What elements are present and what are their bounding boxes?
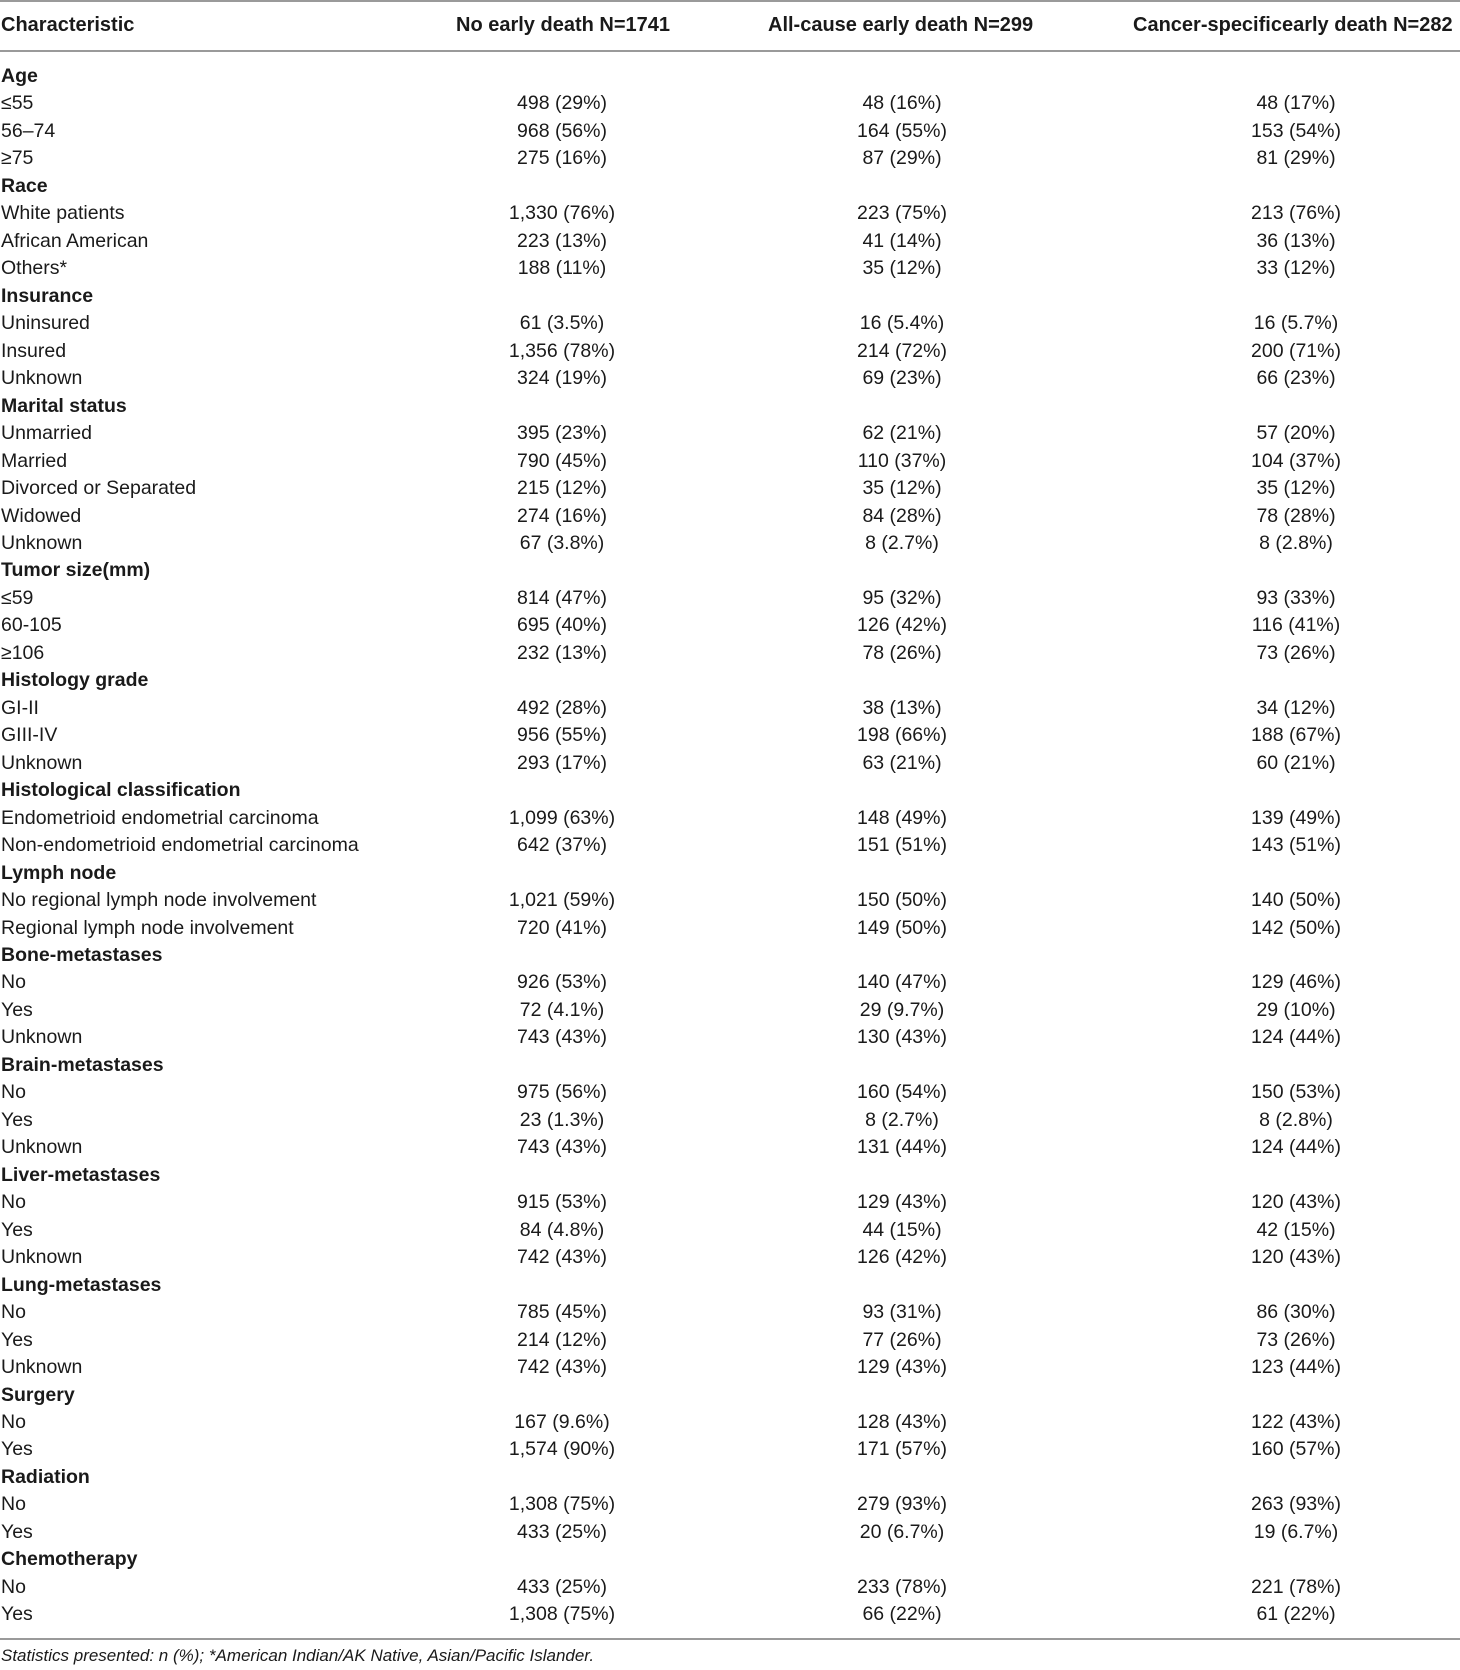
section-header-row — [0, 1546, 1460, 1573]
table-row — [0, 1354, 1460, 1381]
table-cell: 124 (44%) — [1251, 1026, 1341, 1049]
table-footnote: Statistics presented: n (%); *American Indian/AK Native, Asian/Pacific Islander. — [1, 1646, 595, 1665]
table-row — [0, 750, 1460, 777]
table-cell: 66 (23%) — [1256, 367, 1336, 390]
table-cell: 16 (5.4%) — [859, 312, 945, 335]
table-cell: 8 (2.8%) — [1259, 531, 1333, 554]
table-cell: 35 (12%) — [1256, 477, 1336, 500]
table-row — [0, 585, 1460, 612]
table-row — [0, 640, 1460, 667]
row-label: ≤55 — [1, 92, 34, 115]
column-header-no-early-death: No early death N=1741 — [456, 14, 670, 36]
table-row — [0, 722, 1460, 749]
table-row — [0, 1519, 1460, 1546]
table-cell: 84 (4.8%) — [519, 1218, 605, 1241]
table-row — [0, 1409, 1460, 1436]
row-label: Yes — [1, 1328, 33, 1351]
table-cell: 33 (12%) — [1256, 257, 1336, 280]
table-cell: 150 (50%) — [857, 889, 947, 912]
table-cell: 124 (44%) — [1251, 1136, 1341, 1159]
section-label: Lymph node — [1, 861, 117, 884]
table-cell: 104 (37%) — [1251, 449, 1341, 472]
table-cell: 95 (32%) — [862, 586, 942, 609]
row-label: Unknown — [1, 1136, 83, 1159]
table-cell: 110 (37%) — [857, 449, 947, 472]
table-row — [0, 1327, 1460, 1354]
table-cell: 48 (17%) — [1256, 92, 1336, 115]
section-header-row — [0, 1272, 1460, 1299]
table-row — [0, 448, 1460, 475]
table-cell: 63 (21%) — [862, 751, 942, 774]
row-label: Unknown — [1, 367, 83, 390]
row-label: No — [1, 1301, 26, 1324]
table-cell: 1,308 (75%) — [508, 1493, 616, 1516]
table-cell: 742 (43%) — [517, 1246, 607, 1269]
section-label: Radiation — [1, 1465, 90, 1488]
table-cell: 35 (12%) — [862, 477, 942, 500]
table-cell: 20 (6.7%) — [859, 1520, 945, 1543]
table-cell: 129 (43%) — [857, 1191, 947, 1214]
table-row — [0, 365, 1460, 392]
row-label: Others* — [1, 257, 68, 280]
table-row — [0, 1299, 1460, 1326]
section-label: Brain-metastases — [1, 1053, 164, 1076]
table-cell: 498 (29%) — [517, 92, 607, 115]
table-row — [0, 420, 1460, 447]
row-label: Yes — [1, 1438, 33, 1461]
section-label: Histological classification — [1, 779, 241, 802]
section-header-row — [0, 1052, 1460, 1079]
table-cell: 23 (1.3%) — [519, 1108, 605, 1131]
table-row — [0, 915, 1460, 942]
table-cell: 279 (93%) — [857, 1493, 947, 1516]
section-label: Liver-metastases — [1, 1163, 161, 1186]
table-cell: 120 (43%) — [1251, 1246, 1341, 1269]
table-cell: 395 (23%) — [517, 422, 607, 445]
section-header-row — [0, 667, 1460, 694]
row-label: No — [1, 971, 26, 994]
table-row — [0, 1436, 1460, 1463]
table-row — [0, 145, 1460, 172]
table-cell: 232 (13%) — [517, 641, 607, 664]
section-header-row — [0, 63, 1460, 90]
table-cell: 642 (37%) — [517, 834, 607, 857]
row-label: No — [1, 1575, 26, 1598]
table-cell: 790 (45%) — [517, 449, 607, 472]
table-cell: 69 (23%) — [862, 367, 942, 390]
table-cell: 263 (93%) — [1251, 1493, 1341, 1516]
section-label: Bone-metastases — [1, 944, 163, 966]
table-row — [0, 805, 1460, 832]
table-cell: 153 (54%) — [1251, 119, 1341, 142]
table-row — [0, 969, 1460, 996]
table-row — [0, 1189, 1460, 1216]
table-cell: 8 (2.7%) — [865, 1108, 939, 1131]
table-cell: 48 (16%) — [862, 92, 942, 115]
table-row — [0, 832, 1460, 859]
table-cell: 188 (67%) — [1251, 724, 1341, 747]
table-cell: 171 (57%) — [857, 1438, 947, 1461]
table-cell: 129 (46%) — [1251, 971, 1341, 994]
table-cell: 78 (28%) — [1256, 504, 1336, 527]
row-label: Regional lymph node involvement — [1, 916, 294, 939]
table-cell: 73 (26%) — [1256, 641, 1336, 664]
table-cell: 143 (51%) — [1251, 834, 1341, 857]
table-cell: 8 (2.7%) — [865, 531, 939, 554]
table-row — [0, 1244, 1460, 1271]
row-label: Yes — [1, 1108, 33, 1131]
row-label: GI-II — [1, 696, 39, 719]
table-cell: 223 (13%) — [517, 229, 607, 252]
table-cell: 61 (22%) — [1256, 1603, 1336, 1626]
row-label: Insured — [1, 339, 67, 362]
table-row — [0, 530, 1460, 557]
row-label: Unknown — [1, 1026, 83, 1049]
column-header-all-cause-early-death: All-cause early death N=299 — [768, 14, 1034, 36]
table-cell: 29 (9.7%) — [859, 998, 945, 1021]
table-cell: 140 (47%) — [857, 971, 947, 994]
table-body — [0, 63, 1460, 1629]
row-label: Yes — [1, 1603, 33, 1626]
table-cell: 41 (14%) — [862, 229, 942, 252]
table-cell: 167 (9.6%) — [514, 1410, 610, 1433]
row-label: ≥106 — [1, 641, 45, 664]
table-cell: 275 (16%) — [517, 147, 607, 170]
row-label: Married — [1, 449, 68, 472]
row-label: Unknown — [1, 1246, 83, 1269]
row-label: Yes — [1, 998, 33, 1021]
row-label: African American — [1, 229, 149, 252]
table-cell: 16 (5.7%) — [1253, 312, 1339, 335]
row-label: 56–74 — [1, 119, 56, 142]
table-cell: 62 (21%) — [862, 422, 942, 445]
table-row — [0, 255, 1460, 282]
table-row — [0, 612, 1460, 639]
row-label: Endometrioid endometrial carcinoma — [1, 806, 319, 829]
table-cell: 1,356 (78%) — [508, 339, 616, 362]
section-header-row — [0, 1382, 1460, 1409]
table-cell: 695 (40%) — [517, 614, 607, 637]
table-cell: 720 (41%) — [517, 916, 607, 939]
table-cell: 122 (43%) — [1251, 1410, 1341, 1433]
row-label: Unmarried — [1, 422, 93, 445]
table-cell: 1,330 (76%) — [508, 202, 616, 225]
table-cell: 60 (21%) — [1256, 751, 1336, 774]
table-cell: 128 (43%) — [857, 1410, 947, 1433]
table-cell: 214 (12%) — [517, 1328, 607, 1351]
table-cell: 324 (19%) — [517, 367, 607, 390]
table-cell: 915 (53%) — [517, 1191, 607, 1214]
table-cell: 84 (28%) — [862, 504, 942, 527]
table-row — [0, 1024, 1460, 1051]
table-cell: 160 (57%) — [1251, 1438, 1341, 1461]
table-row — [0, 1574, 1460, 1601]
section-header-row — [0, 557, 1460, 584]
table-cell: 293 (17%) — [517, 751, 607, 774]
row-label: No regional lymph node involvement — [1, 889, 317, 912]
section-header-row — [0, 173, 1460, 200]
table-cell: 492 (28%) — [517, 696, 607, 719]
table-cell: 139 (49%) — [1251, 806, 1341, 829]
row-label: White patients — [1, 202, 125, 225]
row-label: Uninsured — [1, 312, 90, 335]
table-row — [0, 475, 1460, 502]
table-cell: 742 (43%) — [517, 1356, 607, 1379]
section-label: Surgery — [1, 1383, 75, 1406]
row-label: No — [1, 1081, 26, 1104]
table-cell: 140 (50%) — [1251, 889, 1341, 912]
table-cell: 93 (31%) — [862, 1301, 942, 1324]
section-header-row — [0, 942, 1460, 969]
table-cell: 743 (43%) — [517, 1026, 607, 1049]
table-row — [0, 310, 1460, 337]
table-row — [0, 228, 1460, 255]
table-cell: 956 (55%) — [517, 724, 607, 747]
row-label: ≥75 — [1, 147, 34, 170]
table-cell: 61 (3.5%) — [519, 312, 605, 335]
table-cell: 57 (20%) — [1256, 422, 1336, 445]
table-cell: 149 (50%) — [857, 916, 947, 939]
table-row — [0, 1601, 1460, 1628]
table-cell: 66 (22%) — [862, 1603, 942, 1626]
table-cell: 77 (26%) — [862, 1328, 942, 1351]
table-cell: 38 (13%) — [862, 696, 942, 719]
table-cell: 785 (45%) — [517, 1301, 607, 1324]
table-cell: 120 (43%) — [1251, 1191, 1341, 1214]
table-row — [0, 1079, 1460, 1106]
row-label: Yes — [1, 1520, 33, 1543]
section-label: Tumor size(mm) — [1, 559, 151, 582]
table-cell: 116 (41%) — [1251, 614, 1341, 637]
row-label: Divorced or Separated — [1, 477, 197, 500]
table-cell: 36 (13%) — [1256, 229, 1336, 252]
table-cell: 926 (53%) — [517, 971, 607, 994]
table-row — [0, 338, 1460, 365]
table-cell: 67 (3.8%) — [519, 531, 605, 554]
section-header-row — [0, 860, 1460, 887]
table-cell: 42 (15%) — [1256, 1218, 1336, 1241]
table-cell: 86 (30%) — [1256, 1301, 1336, 1324]
row-label: Yes — [1, 1218, 33, 1241]
section-label: Histology grade — [1, 669, 149, 692]
table-cell: 1,099 (63%) — [508, 806, 616, 829]
section-label: Lung-metastases — [1, 1273, 162, 1296]
table-top-rule — [0, 0, 1460, 2]
table-cell: 1,308 (75%) — [508, 1603, 616, 1626]
table-row — [0, 1491, 1460, 1518]
row-label: Unknown — [1, 1356, 83, 1379]
table-row — [0, 118, 1460, 145]
section-header-row — [0, 283, 1460, 310]
table-cell: 433 (25%) — [517, 1575, 607, 1598]
table-cell: 142 (50%) — [1251, 916, 1341, 939]
table-bottom-rule — [0, 1638, 1460, 1640]
table-cell: 274 (16%) — [517, 504, 607, 527]
table-row — [0, 695, 1460, 722]
section-header-row — [0, 777, 1460, 804]
table-cell: 150 (53%) — [1251, 1081, 1341, 1104]
section-header-row — [0, 393, 1460, 420]
table-cell: 1,574 (90%) — [508, 1438, 616, 1461]
table-cell: 188 (11%) — [517, 257, 607, 280]
section-header-row — [0, 1162, 1460, 1189]
section-label: Age — [1, 65, 38, 87]
table-row — [0, 1217, 1460, 1244]
row-label: No — [1, 1493, 26, 1516]
table-row — [0, 503, 1460, 530]
table-cell: 221 (78%) — [1251, 1575, 1341, 1598]
table-cell: 73 (26%) — [1256, 1328, 1336, 1351]
table-cell: 126 (42%) — [857, 1246, 947, 1269]
table-cell: 814 (47%) — [517, 586, 607, 609]
table-cell: 1,021 (59%) — [508, 889, 616, 912]
table-cell: 130 (43%) — [857, 1026, 947, 1049]
table-cell: 160 (54%) — [857, 1081, 947, 1104]
table-cell: 148 (49%) — [857, 806, 947, 829]
table-cell: 35 (12%) — [862, 257, 942, 280]
table-cell: 164 (55%) — [857, 119, 947, 142]
row-label: 60-105 — [1, 614, 62, 637]
header-rule — [0, 50, 1460, 52]
section-label: Insurance — [1, 284, 94, 307]
table-cell: 151 (51%) — [857, 834, 947, 857]
section-label: Chemotherapy — [1, 1548, 138, 1571]
row-label: ≤59 — [1, 586, 34, 609]
table-cell: 29 (10%) — [1256, 998, 1336, 1021]
section-header-row — [0, 1464, 1460, 1491]
table-cell: 87 (29%) — [862, 147, 942, 170]
table-cell: 975 (56%) — [517, 1081, 607, 1104]
table-cell: 233 (78%) — [857, 1575, 947, 1598]
table-cell: 213 (76%) — [1251, 202, 1341, 225]
section-label: Race — [1, 174, 48, 197]
table-cell: 44 (15%) — [862, 1218, 942, 1241]
row-label: Non-endometrioid endometrial carcinoma — [1, 834, 359, 857]
table-row — [0, 887, 1460, 914]
table-row — [0, 997, 1460, 1024]
section-label: Marital status — [1, 394, 127, 417]
table-cell: 131 (44%) — [857, 1136, 947, 1159]
table-cell: 72 (4.1%) — [519, 998, 605, 1021]
row-label: Unknown — [1, 751, 83, 774]
row-label: Unknown — [1, 531, 83, 554]
table-cell: 198 (66%) — [857, 724, 947, 747]
table-cell: 8 (2.8%) — [1259, 1108, 1333, 1131]
table-cell: 743 (43%) — [517, 1136, 607, 1159]
table-cell: 968 (56%) — [517, 119, 607, 142]
column-header-characteristic: Characteristic — [1, 14, 135, 36]
table-cell: 214 (72%) — [857, 339, 947, 362]
table-cell: 433 (25%) — [517, 1520, 607, 1543]
table-cell: 93 (33%) — [1256, 586, 1336, 609]
table-cell: 81 (29%) — [1256, 147, 1336, 170]
table-cell: 223 (75%) — [857, 202, 947, 225]
table-cell: 34 (12%) — [1256, 696, 1336, 719]
table-row — [0, 200, 1460, 227]
column-header-cancer-specific-early-death: Cancer-specificearly death N=282 — [1133, 14, 1453, 36]
table-cell: 78 (26%) — [862, 641, 942, 664]
table-cell: 129 (43%) — [857, 1356, 947, 1379]
table-row — [0, 1134, 1460, 1161]
row-label: GIII-IV — [1, 724, 58, 747]
row-label: No — [1, 1191, 26, 1214]
table-cell: 200 (71%) — [1251, 339, 1341, 362]
table-cell: 123 (44%) — [1251, 1356, 1341, 1379]
table-row — [0, 90, 1460, 117]
table-cell: 126 (42%) — [857, 614, 947, 637]
table-cell: 215 (12%) — [517, 477, 607, 500]
table-row — [0, 1107, 1460, 1134]
row-label: No — [1, 1410, 26, 1433]
row-label: Widowed — [1, 504, 82, 527]
table-cell: 19 (6.7%) — [1253, 1520, 1339, 1543]
